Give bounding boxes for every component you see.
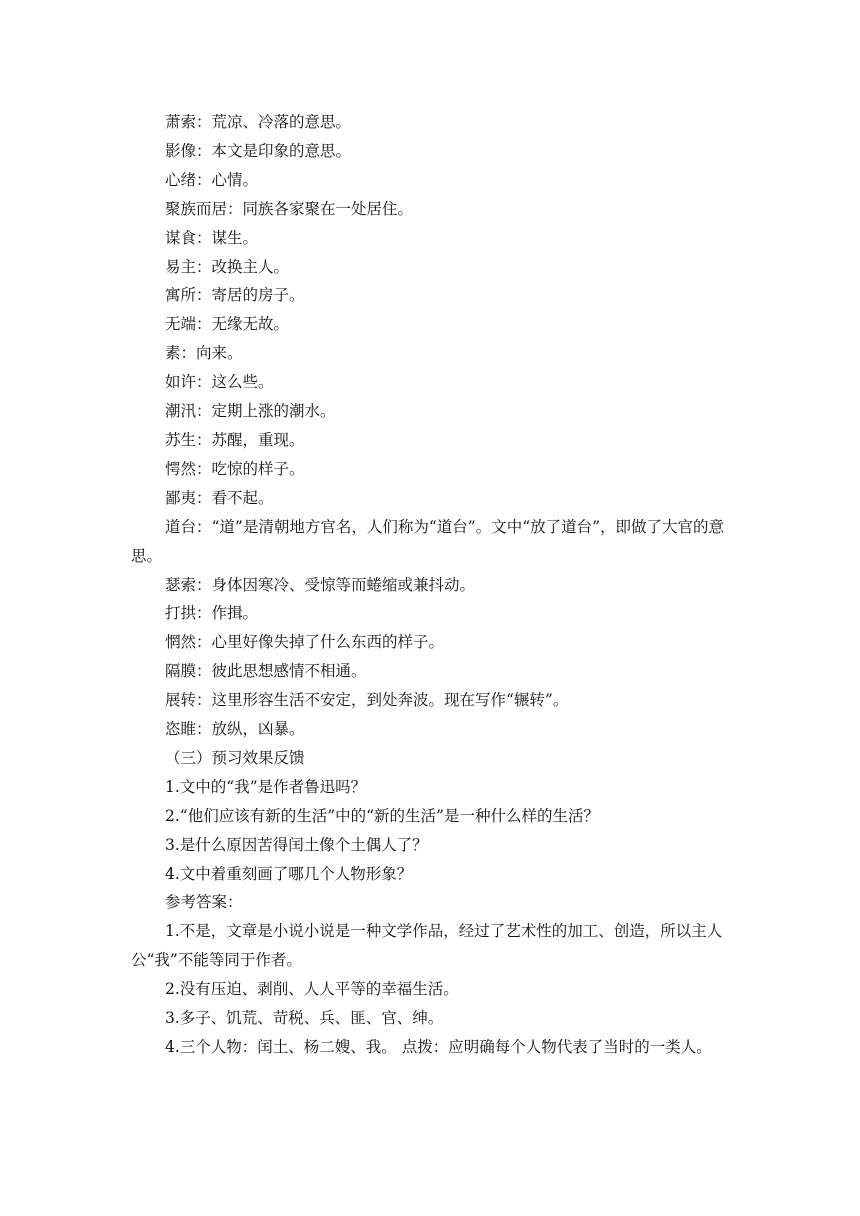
answer-3: 3.多子、饥荒、苛税、兵、匪、官、绅。 [165, 1009, 444, 1028]
term-daotai: 道台：“道”是清朝地方官名，人们称为“道台”。文中“放了道台”，即做了大官的意思。 [131, 517, 725, 565]
term-dagong: 打拱：作揖。 [165, 604, 259, 623]
question-2: 2.“他们应该有新的生活”中的“新的生活”是一种什么样的生活？ [165, 806, 599, 825]
answer-2: 2.没有压迫、剥削、人人平等的幸福生活。 [165, 980, 459, 999]
term-xiaosuo: 萧索：荒凉、冷落的意思。 [165, 113, 352, 131]
term-yingxiang: 影像：本文是印象的意思。 [165, 141, 352, 160]
term-yizhu: 易主：改换主人。 [165, 257, 290, 276]
question-3: 3.是什么原因苦得闰土像个土偶人了？ [165, 835, 428, 854]
term-xinxu: 心绪：心情。 [165, 170, 259, 189]
section-heading-preview-feedback: （三）预习效果反馈 [165, 748, 305, 767]
term-chaoxun: 潮汛：定期上涨的潮水。 [165, 402, 336, 421]
term-biyi: 鄙夷：看不起。 [165, 488, 274, 507]
term-zisui: 恣睢：放纵，凶暴。 [165, 720, 305, 739]
question-4: 4.文中着重刻画了哪几个人物形象？ [165, 864, 413, 883]
answer-4: 4.三个人物：闰土、杨二嫂、我。 点拨：应明确每个人物代表了当时的一类人。 [165, 1038, 712, 1056]
term-wuduan: 无端：无缘无故。 [165, 315, 290, 334]
term-gemo: 隔膜：彼此思想感情不相通。 [165, 662, 367, 681]
term-wangran: 惘然：心里好像失掉了什么东西的样子。 [165, 633, 445, 652]
term-su: 素：向来。 [165, 344, 243, 363]
question-1: 1.文中的“我”是作者鲁迅吗？ [165, 777, 367, 796]
term-juzuerju: 聚族而居：同族各家聚在一处居住。 [165, 199, 414, 218]
answer-1: 1.不是，文章是小说小说是一种文学作品，经过了艺术性的加工、创造，所以主人公“我”不能等同于作者。 [131, 922, 723, 970]
term-moushi: 谋食：谋生。 [165, 228, 259, 247]
term-zhanzhuan: 展转：这里形容生活不安定，到处奔波。现在写作“辗转”。 [165, 691, 569, 710]
term-yusuo: 寓所：寄居的房子。 [165, 286, 305, 305]
term-susheng: 苏生：苏醒，重现。 [165, 430, 305, 449]
answers-heading: 参考答案： [165, 893, 243, 912]
document-body [131, 108, 736, 1062]
term-sesuo: 瑟索：身体因寒冷、受惊等而蜷缩或兼抖动。 [165, 575, 476, 594]
term-eran: 愕然：吃惊的样子。 [165, 459, 305, 478]
term-ruxu: 如许：这么些。 [165, 373, 274, 392]
